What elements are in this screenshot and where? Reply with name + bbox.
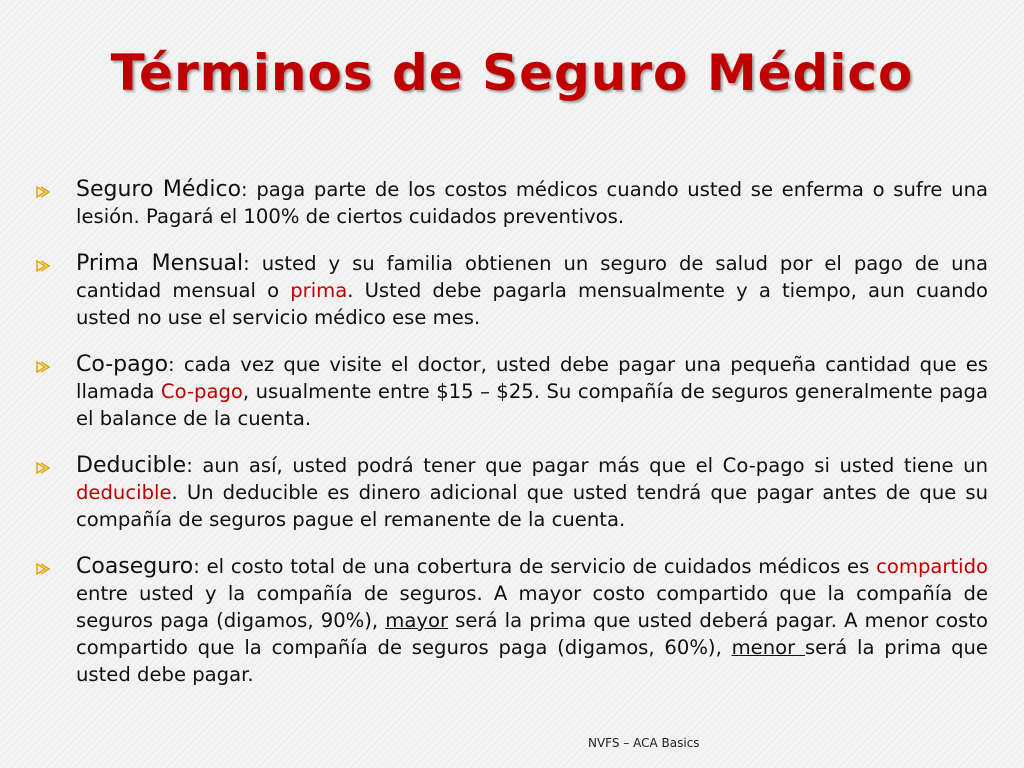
item-text-part: cada vez que visite el doctor, usted debe pagar una pequeña cantidad que es llamada [76, 353, 988, 403]
item-text [76, 351, 988, 432]
arrow-bullet-icon [36, 461, 52, 475]
list-item [36, 553, 988, 688]
term-label: Seguro Médico [76, 177, 242, 202]
item-text [76, 553, 988, 688]
underlined-word: mayor [385, 609, 449, 632]
highlighted-term: compartido [876, 555, 988, 578]
item-text-part: . Un deducible es dinero adicional que usted tendrá que pagar antes de que su compañía de seguros pague el remanente de la cuenta. [76, 481, 988, 531]
item-text-part: entre usted y la compañía de seguros. A mayor costo compartido que la compañía de seguros paga (digamos, 90%), [76, 582, 988, 632]
arrow-bullet-icon [36, 562, 52, 576]
item-text [76, 250, 988, 331]
highlighted-term: Co-pago [160, 380, 243, 403]
term-colon: : [193, 555, 200, 578]
slide-footer: NVFS – ACA Basics [588, 736, 700, 750]
item-text-part: aun así, usted podrá tener que pagar más que el Co-pago si usted tiene un [192, 454, 988, 477]
item-text-part: usted y su familia obtienen un seguro de salud por el pago de una cantidad mensual o [76, 252, 988, 302]
term-label: Co-pago [76, 352, 169, 377]
list-item [36, 452, 988, 533]
item-text [76, 176, 988, 230]
list-item [36, 351, 988, 432]
item-text-part: paga parte de los costos médicos cuando usted se enferma o sufre una lesión. Pagará el 100% de ciertos cuidados preventivos. [76, 178, 988, 228]
item-text-part: . Usted debe pagarla mensualmente y a tiempo, aun cuando usted no use el servicio médico ese mes. [76, 279, 988, 329]
term-colon: : [243, 252, 250, 275]
term-colon: : [168, 353, 175, 376]
slide-title: Términos de Seguro Médico [110, 44, 914, 102]
item-text-part: será la prima que usted debe pagar. [76, 636, 988, 686]
arrow-bullet-icon [36, 360, 52, 374]
term-colon: : [241, 178, 248, 201]
arrow-bullet-icon [36, 185, 52, 199]
highlighted-term: prima [290, 279, 348, 302]
list-item [36, 176, 988, 230]
highlighted-term: deducible [76, 481, 172, 504]
underlined-word: menor [731, 636, 805, 659]
bullet-list [36, 176, 988, 708]
list-item [36, 250, 988, 331]
term-label: Deducible [76, 453, 187, 478]
item-text-part: , usualmente entre $15 – $25. Su compañía de seguros generalmente paga el balance de la cuenta. [76, 380, 988, 430]
item-text-part: el costo total de una cobertura de servicio de cuidados médicos es [199, 555, 877, 578]
term-label: Prima Mensual [76, 251, 244, 276]
item-text-part: será la prima que usted deberá pagar. A menor costo compartido que la compañía de seguros paga (digamos, 60%), [76, 609, 988, 659]
arrow-bullet-icon [36, 259, 52, 273]
item-text [76, 452, 988, 533]
term-colon: : [186, 454, 193, 477]
term-label: Coaseguro [76, 554, 194, 579]
